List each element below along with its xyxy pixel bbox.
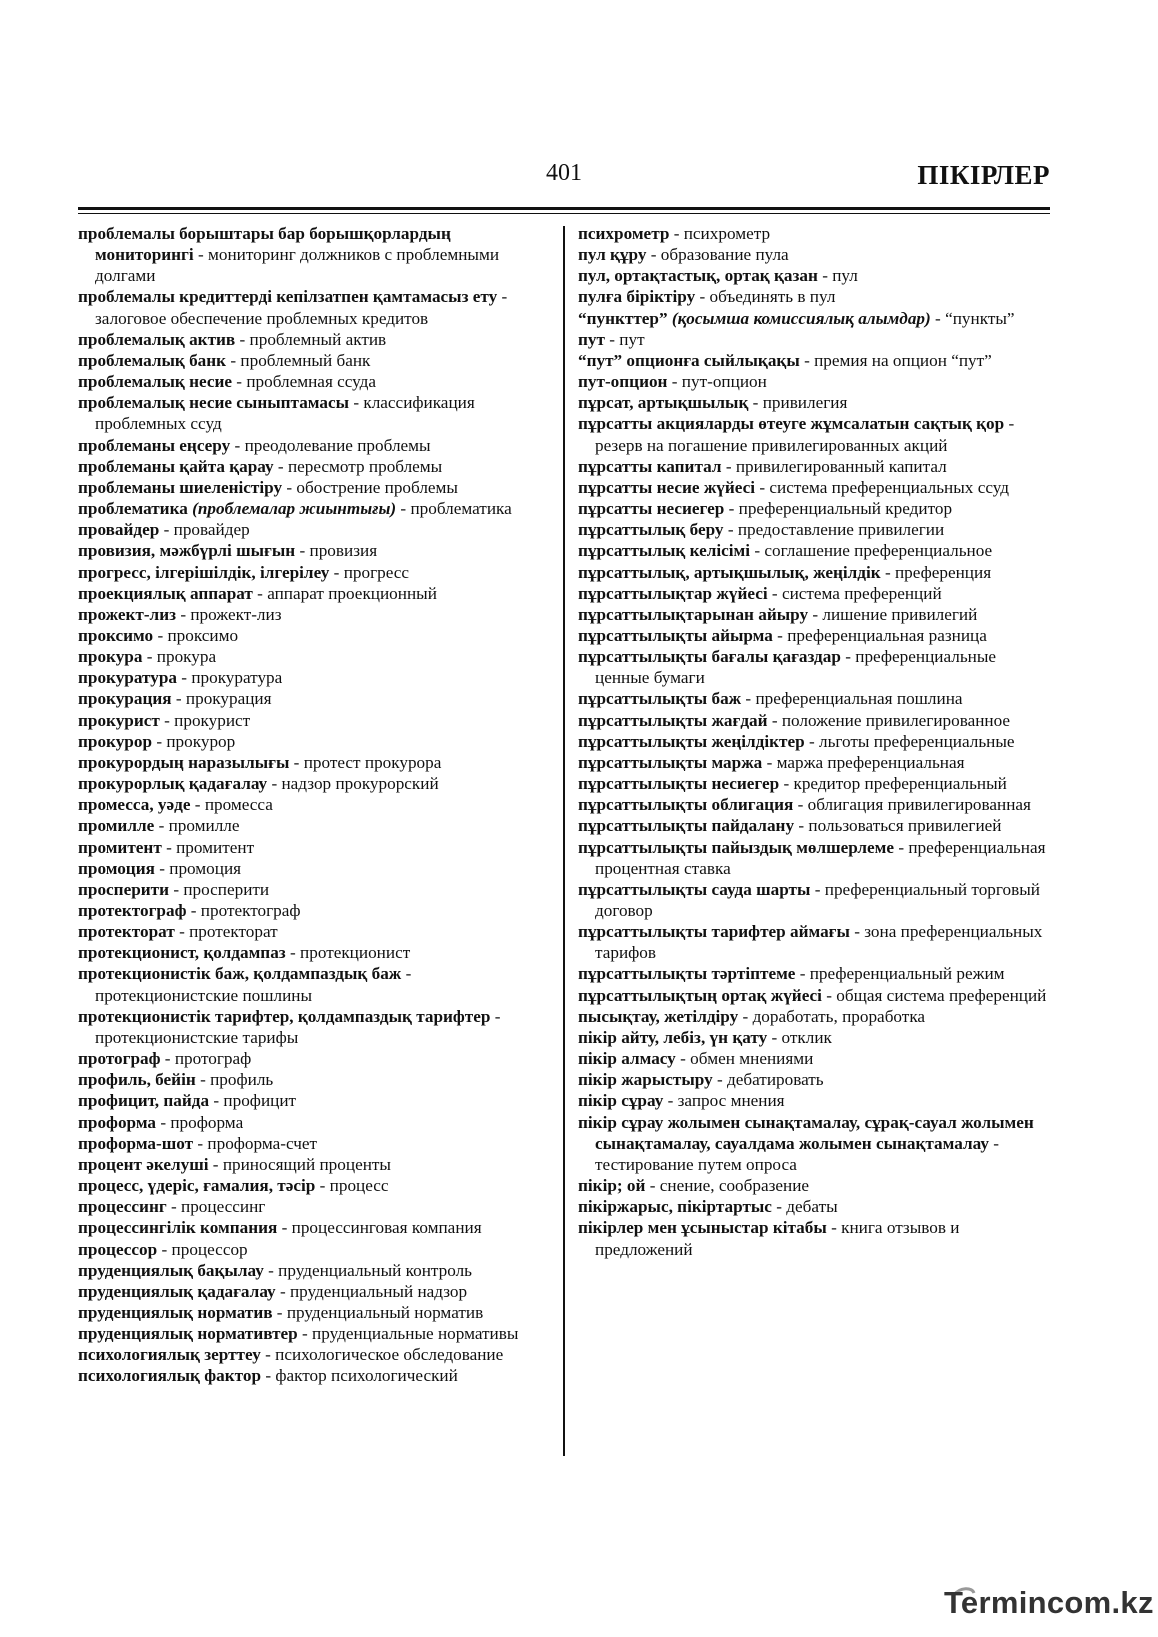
entry-translation: пруденциальный норматив — [286, 1302, 484, 1322]
entry-translation: тестирование путем опроса — [595, 1154, 797, 1174]
dictionary-entry: психрометр - психрометр — [578, 224, 771, 243]
dictionary-entry: профиль, бейін - профиль — [78, 1070, 274, 1090]
entry-term: промоция — [78, 858, 155, 878]
entry-translation: “пункты” — [945, 308, 1015, 328]
entry-term: пұрсаттылықты айырма — [578, 625, 773, 645]
entry-translation: пользоваться привилегией — [808, 816, 1002, 836]
entry-translation: преференциальные ценные бумаги — [595, 647, 997, 688]
dictionary-entry: проформа - проформа — [78, 1112, 244, 1132]
dictionary-entry: пұрсаттылықты жеңілдіктер - льготы преференциальные — [578, 731, 1015, 751]
dictionary-entry: пұрсатты несие жүйесі - система преференциальных ссуд — [578, 477, 1009, 497]
entry-term: проблематика — [78, 499, 188, 519]
dictionary-entry: промоция - промоция — [78, 858, 242, 878]
dictionary-entry: пұрсаттылықты тәртіптеме - преференциальный режим — [578, 964, 1005, 984]
dictionary-entry: процесс, үдеріс, ғамалия, тәсір - процесс — [78, 1176, 389, 1196]
entry-translation: прожект-лиз — [190, 604, 282, 624]
dictionary-entry: проксимо - проксимо — [78, 625, 239, 645]
entry-translation: маржа преференциальная — [776, 752, 965, 772]
dictionary-entry: прокурист - прокурист — [78, 710, 251, 730]
entry-term: пруденциялық қадағалау — [78, 1281, 276, 1301]
dictionary-entry: процессингілік компания - процессинговая компания — [78, 1218, 482, 1238]
dictionary-entry: пұрсаттылықты пайыздық мөлшерлеме - преференциальная процентная ставка — [578, 837, 1046, 878]
entry-term: проформа — [78, 1112, 157, 1132]
entry-term: прокурор — [78, 731, 153, 751]
entry-translation: профицит — [223, 1091, 297, 1111]
entry-translation: прокурация — [185, 689, 272, 709]
entry-term: проекциялық аппарат — [78, 583, 253, 603]
dictionary-entry: пікір жарыстыру - дебатировать — [578, 1070, 824, 1090]
dictionary-entry: прокурор - прокурор — [78, 731, 236, 751]
dictionary-entry: пікір айту, лебіз, үн қату - отклик — [578, 1027, 832, 1047]
column-divider — [563, 226, 565, 1456]
entry-note: (проблемалар жиынтығы) — [192, 499, 397, 519]
entry-translation: снение, сообразение — [659, 1176, 810, 1196]
entry-term: пікір алмасу — [578, 1049, 676, 1069]
entry-translation: книга отзывов и предложений — [595, 1218, 960, 1259]
entry-translation: протекторат — [189, 922, 278, 942]
entry-term: пул, ортақтастық, ортақ қазан — [578, 266, 818, 286]
entry-translation: система преференциальных ссуд — [769, 477, 1009, 497]
entry-term: проблемалы кредиттерді кепілзатпен қамтамасыз ету — [78, 287, 498, 307]
entry-term: пұрсаттылықтар жүйесі — [578, 583, 768, 603]
entry-term: пұрсаттылықты маржа — [578, 752, 763, 772]
entry-translation: преференциальный режим — [809, 964, 1005, 984]
dictionary-entry: пікір алмасу - обмен мнениями — [578, 1049, 814, 1069]
entry-term: протекционистік тарифтер, қолдампаздық тарифтер — [78, 1006, 491, 1026]
entry-term: просперити — [78, 879, 170, 899]
entry-term: процессингілік компания — [78, 1218, 278, 1238]
dictionary-entry: психологиялық зерттеу - психологическое обследование — [78, 1345, 504, 1365]
entry-translation: психрометр — [683, 224, 771, 243]
entry-translation: преференциальный торговый договор — [595, 879, 1040, 920]
dictionary-entry: пруденциялық қадағалау - пруденциальный надзор — [78, 1281, 468, 1301]
entry-term: пікір айту, лебіз, үн қату — [578, 1027, 768, 1047]
dictionary-entry: прокурордың наразылығы - протест прокурора — [78, 752, 442, 772]
entry-translation: промилле — [168, 816, 240, 836]
entry-term: пікірлер мен ұсыныстар кітабы — [578, 1218, 827, 1238]
entry-translation: прокура — [156, 647, 217, 667]
entry-translation: пруденциальный контроль — [278, 1260, 472, 1280]
entry-translation: классификация проблемных ссуд — [95, 393, 475, 434]
entry-term: пұрсаттылық беру — [578, 520, 724, 540]
entry-term: проксимо — [78, 625, 154, 645]
entry-translation: отклик — [781, 1027, 832, 1047]
entry-translation: привилегированный капитал — [735, 456, 947, 476]
dictionary-entry: пұрсатты несиегер - преференциальный кредитор — [578, 499, 953, 519]
dictionary-entry: пұрсаттылықты тарифтер аймағы - зона преференциальных тарифов — [578, 922, 1043, 963]
entry-term: пұрсаттылықты сауда шарты — [578, 879, 811, 899]
dictionary-entry: пул құру - образование пула — [578, 245, 789, 265]
entry-translation: пут-опцион — [681, 372, 767, 392]
entry-term: пулға біріктіру — [578, 287, 696, 307]
dictionary-entry: пұрсат, артықшылық - привилегия — [578, 393, 848, 413]
entry-term: психрометр — [578, 224, 670, 243]
dictionary-entry: прокурация - прокурация — [78, 689, 272, 709]
dictionary-entry: пұрсаттылық беру - предоставление привилегии — [578, 520, 945, 540]
entry-term: психологиялық зерттеу — [78, 1345, 261, 1365]
dictionary-entry: пұрсаттылықтарынан айыру - лишение привилегий — [578, 604, 978, 624]
entry-term: проблеманы қайта қарау — [78, 456, 274, 476]
entry-term: промитент — [78, 837, 162, 857]
entry-translation: профиль — [210, 1070, 274, 1090]
entry-term: пысықтау, жетілдіру — [578, 1006, 739, 1026]
entry-term: пұрсатты несиегер — [578, 499, 725, 519]
entry-term: психологиялық фактор — [78, 1366, 262, 1386]
dictionary-entry: “пункттер” (қосымша комиссиялық алымдар) - “пункты” — [578, 308, 1015, 328]
entry-term: пруденциялық нормативтер — [78, 1324, 298, 1344]
right-column — [578, 223, 1050, 1260]
dictionary-entry: провайдер - провайдер — [78, 520, 250, 540]
dictionary-entry: протекционист, қолдампаз - протекционист — [78, 943, 411, 963]
entry-term: протектограф — [78, 901, 187, 920]
dictionary-entry: пұрсаттылықтар жүйесі - система преференций — [578, 583, 942, 603]
entry-translation: преференция — [894, 562, 992, 582]
dictionary-entry: пұрсаттылықты жағдай - положение привилегированное — [578, 710, 1011, 730]
entry-term: “пункттер” — [578, 308, 668, 328]
entry-term: пұрсаттылықты тарифтер аймағы — [578, 922, 850, 942]
dictionary-entry: профицит, пайда - профицит — [78, 1091, 297, 1111]
entry-translation: кредитор преференциальный — [793, 774, 1007, 794]
entry-term: “пут” опционға сыйлықақы — [578, 350, 800, 370]
dictionary-entry: просперити - просперити — [78, 879, 270, 899]
entry-term: провайдер — [78, 520, 160, 540]
dictionary-entry: проблемалы кредиттерді кепілзатпен қамтамасыз ету - залоговое обеспечение проблемных кредитов — [78, 287, 508, 328]
entry-term: пут — [578, 329, 605, 349]
dictionary-entry: пысықтау, жетілдіру - доработать, проработка — [578, 1006, 926, 1026]
entry-translation: пересмотр проблемы — [287, 456, 443, 476]
dictionary-entry: протекционистік тарифтер, қолдампаздық тарифтер - протекционистские тарифы — [78, 1006, 501, 1047]
entry-term: пұрсаттылықты облигация — [578, 795, 794, 815]
dictionary-entry: промилле - промилле — [78, 816, 240, 836]
entry-translation: процессор — [171, 1239, 248, 1259]
entry-translation: преференциальный кредитор — [738, 499, 953, 519]
dictionary-entry: пут - пут — [578, 329, 645, 349]
entry-term: пұрсаттылықты тәртіптеме — [578, 964, 796, 984]
entry-term: пұрсатты акцияларды өтеуге жұмсалатын сақтық қор — [578, 414, 1005, 434]
entry-translation: преференциальная разница — [787, 625, 987, 645]
entry-term: процессинг — [78, 1197, 167, 1217]
entry-translation: протектограф — [200, 901, 301, 920]
entry-term: пұрсаттылықты жағдай — [578, 710, 768, 730]
entry-term: пікіржарыс, пікіртартыс — [578, 1197, 772, 1217]
entry-term: прогресс, ілгерішілдік, ілгерілеу — [78, 562, 330, 582]
entry-term: проформа-шот — [78, 1133, 194, 1153]
dictionary-entry: процессор - процессор — [78, 1239, 248, 1259]
entry-translation: соглашение преференциальное — [764, 541, 993, 561]
entry-translation: облигация привилегированная — [807, 795, 1031, 815]
dictionary-entry: проблемалық несие сыныптамасы - классификация проблемных ссуд — [78, 393, 475, 434]
dictionary-entry: “пут” опционға сыйлықақы - премия на опцион “пут” — [578, 350, 992, 370]
entry-note: (қосымша комиссиялық алымдар) — [671, 308, 931, 328]
dictionary-entry: прожект-лиз - прожект-лиз — [78, 604, 282, 624]
entry-term: проблеманы шиеленістіру — [78, 477, 283, 497]
entry-translation: прокуратура — [191, 668, 283, 688]
running-head: ПІКІРЛЕР — [917, 160, 1050, 190]
entry-term: процесс, үдеріс, ғамалия, тәсір — [78, 1176, 316, 1196]
entry-term: пікір сұрау жолымен сынақтамалау, сұрақ-сауал жолымен сынақтамалау, сауалдама жолымен сынақтамалау — [578, 1112, 1034, 1153]
entry-term: промесса, уәде — [78, 795, 191, 815]
dictionary-entry: пікіржарыс, пікіртартыс - дебаты — [578, 1197, 838, 1217]
entry-term: прокурордың наразылығы — [78, 752, 290, 772]
entry-term: пұрсаттылықтың ортақ жүйесі — [578, 985, 822, 1005]
entry-translation: зона преференциальных тарифов — [595, 922, 1043, 963]
dictionary-entry: прогресс, ілгерішілдік, ілгерілеу - прогресс — [78, 562, 410, 582]
entry-term: протекционист, қолдампаз — [78, 943, 286, 963]
dictionary-entry: пұрсаттылықты айырма - преференциальная разница — [578, 625, 987, 645]
page-number: 401 — [546, 160, 582, 186]
dictionary-entry: пікір сұрау - запрос мнения — [578, 1091, 785, 1111]
entry-translation: резерв на погашение привилегированных акций — [595, 435, 948, 455]
dictionary-entry: промесса, уәде - промесса — [78, 795, 273, 815]
entry-translation: протограф — [174, 1049, 252, 1069]
dictionary-entry: пұрсаттылықты пайдалану - пользоваться привилегией — [578, 816, 1002, 836]
dictionary-entry: пул, ортақтастық, ортақ қазан - пул — [578, 266, 858, 286]
entry-translation: фактор психологический — [275, 1366, 458, 1386]
entry-term: пул құру — [578, 245, 647, 265]
entry-translation: протекционистские пошлины — [95, 985, 313, 1005]
dictionary-entry: психологиялық фактор - фактор психологический — [78, 1366, 458, 1386]
dictionary-entry: пруденциялық бақылау - пруденциальный контроль — [78, 1260, 472, 1280]
entry-translation: психологическое обследование — [275, 1345, 504, 1365]
dictionary-entry: проблемалық несие - проблемная ссуда — [78, 372, 377, 392]
entry-translation: проформа-счет — [207, 1133, 318, 1153]
dictionary-entry: пруденциялық норматив - пруденциальный норматив — [78, 1302, 484, 1322]
entry-term: прокура — [78, 647, 143, 667]
dictionary-entry: пұрсаттылықтың ортақ жүйесі - общая система преференций — [578, 985, 1047, 1005]
entry-translation: объединять в пул — [709, 287, 836, 307]
dictionary-entry: проблемалық банк - проблемный банк — [78, 350, 371, 370]
dictionary-entry: протограф - протограф — [78, 1049, 252, 1069]
dictionary-entry: проблеманы еңсеру - преодолевание проблемы — [78, 435, 431, 455]
entry-translation: проблемная ссуда — [246, 372, 377, 392]
left-column — [78, 223, 550, 1387]
entry-translation: процесс — [329, 1176, 389, 1196]
entry-translation: обмен мнениями — [690, 1049, 814, 1069]
entry-term: профицит, пайда — [78, 1091, 210, 1111]
entry-term: пұрсаттылықты баж — [578, 689, 742, 709]
entry-term: прокурация — [78, 689, 172, 709]
entry-translation: процессинговая компания — [291, 1218, 482, 1238]
entry-term: прожект-лиз — [78, 604, 177, 624]
entry-term: пұрсаттылықты пайыздық мөлшерлеме — [578, 837, 895, 857]
entry-translation: промитент — [176, 837, 255, 857]
termincom-logo — [944, 1585, 1154, 1629]
dictionary-entry: проекциялық аппарат - аппарат проекционный — [78, 583, 437, 603]
entry-translation: процессинг — [181, 1197, 266, 1217]
entry-term: процессор — [78, 1239, 158, 1259]
entry-term: промилле — [78, 816, 155, 836]
logo-text: Termincom.kz — [944, 1585, 1154, 1620]
entry-translation: пруденциальный надзор — [289, 1281, 468, 1301]
header-rule — [78, 207, 1050, 210]
dictionary-entry: проформа-шот - проформа-счет — [78, 1133, 318, 1153]
dictionary-entry: пұрсаттылықты баж - преференциальная пошлина — [578, 689, 963, 709]
entry-term: пруденциялық норматив — [78, 1302, 273, 1322]
entry-translation: лишение привилегий — [822, 604, 978, 624]
dictionary-entry: пікір сұрау жолымен сынақтамалау, сұрақ-сауал жолымен сынақтамалау, сауалдама жолымен сынақтамалау - тестирование путем опроса — [578, 1112, 1034, 1174]
entry-term: пұрсаттылықты несиегер — [578, 774, 780, 794]
header-rule-thin — [78, 213, 1050, 214]
dictionary-entry: пұрсаттылықты бағалы қағаздар - преференциальные ценные бумаги — [578, 647, 997, 688]
entry-translation: промоция — [169, 858, 242, 878]
entry-term: проблемалы борыштары бар борышқорлардың мониторингі — [78, 224, 451, 265]
entry-translation: льготы преференциальные — [819, 731, 1015, 751]
dictionary-entry: проблеманы шиеленістіру - обострение проблемы — [78, 477, 458, 497]
entry-term: провизия, мәжбүрлі шығын — [78, 541, 296, 561]
dictionary-entry: проблеманы қайта қарау - пересмотр проблемы — [78, 456, 443, 476]
dictionary-entry: промитент - промитент — [78, 837, 255, 857]
entry-translation: привилегия — [762, 393, 848, 413]
dictionary-entry: проблемалы борыштары бар борышқорлардың мониторингі - мониторинг должников с проблемными долгами — [78, 224, 500, 286]
entry-translation: прокурор — [166, 731, 236, 751]
entry-term: протекторат — [78, 922, 175, 942]
entry-term: процент әкелуші — [78, 1154, 209, 1174]
entry-translation: приносящий проценты — [222, 1154, 391, 1174]
entry-term: проблеманы еңсеру — [78, 435, 231, 455]
entry-translation: аппарат проекционный — [267, 583, 437, 603]
dictionary-entry: пікірлер мен ұсыныстар кітабы - книга отзывов и предложений — [578, 1218, 960, 1259]
dictionary-entry: прокура - прокура — [78, 647, 217, 667]
entry-translation: проблемный банк — [240, 350, 371, 370]
entry-term: пут-опцион — [578, 372, 668, 392]
entry-translation: провизия — [309, 541, 378, 561]
entry-translation: запрос мнения — [677, 1091, 785, 1111]
entry-translation: образование пула — [660, 245, 789, 265]
entry-term: пұрсаттылық келісімі — [578, 541, 751, 561]
entry-translation: пут — [619, 329, 645, 349]
entry-translation: протест прокурора — [303, 752, 442, 772]
entry-translation: просперити — [183, 879, 270, 899]
entry-translation: преференциальная процентная ставка — [595, 837, 1046, 878]
entry-translation: преодолевание проблемы — [244, 435, 431, 455]
entry-term: прокурорлық қадағалау — [78, 774, 268, 794]
dictionary-entry: пут-опцион - пут-опцион — [578, 372, 767, 392]
dictionary-entry: пікір; ой - снение, сообразение — [578, 1176, 810, 1196]
entry-term: пруденциялық бақылау — [78, 1260, 264, 1280]
entry-translation: дебаты — [786, 1197, 838, 1217]
dictionary-entry: пұрсаттылықты маржа - маржа преференциальная — [578, 752, 965, 772]
entry-translation: проксимо — [167, 625, 239, 645]
dictionary-entry: пұрсаттылық, артықшылық, жеңілдік - преференция — [578, 562, 992, 582]
dictionary-entry: процент әкелуші - приносящий проценты — [78, 1154, 391, 1174]
dictionary-entry: пулға біріктіру - объединять в пул — [578, 287, 836, 307]
entry-translation: прокурист — [174, 710, 251, 730]
dictionary-entry: прокурорлық қадағалау - надзор прокурорский — [78, 774, 439, 794]
entry-term: пікір сұрау — [578, 1091, 664, 1111]
dictionary-entry: пруденциялық нормативтер - пруденциальные нормативы — [78, 1324, 519, 1344]
entry-translation: проблемный актив — [249, 329, 387, 349]
entry-term: протограф — [78, 1049, 161, 1069]
dictionary-entry: пұрсаттылықты облигация - облигация привилегированная — [578, 795, 1031, 815]
entry-term: прокурист — [78, 710, 160, 730]
entry-translation: проформа — [170, 1112, 244, 1132]
entry-translation: пул — [832, 266, 858, 286]
entry-term: проблемалық несие сыныптамасы — [78, 393, 350, 413]
entry-term: пұрсатты капитал — [578, 456, 722, 476]
entry-translation: прогресс — [343, 562, 410, 582]
dictionary-entry: пұрсатты капитал - привилегированный капитал — [578, 456, 947, 476]
entry-translation: провайдер — [173, 520, 250, 540]
entry-translation: преференциальная пошлина — [755, 689, 963, 709]
entry-term: пұрсаттылықты бағалы қағаздар — [578, 647, 841, 667]
dictionary-entry: процессинг - процессинг — [78, 1197, 266, 1217]
entry-translation: надзор прокурорский — [281, 774, 439, 794]
dictionary-entry: пұрсатты акцияларды өтеуге жұмсалатын сақтық қор - резерв на погашение привилегированных акций — [578, 414, 1015, 455]
entry-term: проблемалық банк — [78, 350, 227, 370]
entry-term: пікір жарыстыру — [578, 1070, 713, 1090]
entry-translation: положение привилегированное — [781, 710, 1011, 730]
entry-translation: дебатировать — [727, 1070, 824, 1090]
entry-term: протекционистік баж, қолдампаздық баж — [78, 964, 402, 984]
dictionary-entry: протектограф - протектограф — [78, 901, 301, 920]
entry-term: пұрсат, артықшылық — [578, 393, 749, 413]
entry-term: проблемалық несие — [78, 372, 232, 392]
entry-term: пұрсаттылықты пайдалану — [578, 816, 795, 836]
dictionary-entry: пұрсаттылық келісімі - соглашение преференциальное — [578, 541, 993, 561]
entry-translation: доработать, проработка — [752, 1006, 926, 1026]
entry-translation: система преференций — [781, 583, 942, 603]
entry-translation: проблематика — [410, 499, 512, 519]
entry-translation: пруденциальные нормативы — [312, 1324, 519, 1344]
entry-translation: обострение проблемы — [296, 477, 458, 497]
entry-term: профиль, бейін — [78, 1070, 196, 1090]
entry-translation: предоставление привилегии — [737, 520, 945, 540]
entry-translation: промесса — [204, 795, 273, 815]
entry-translation: мониторинг должников с проблемными долгами — [95, 245, 500, 286]
dictionary-entry: протекторат - протекторат — [78, 922, 278, 942]
dictionary-entry: прокуратура - прокуратура — [78, 668, 283, 688]
dictionary-entry: проблематика (проблемалар жиынтығы) - проблематика — [78, 499, 512, 519]
entry-term: проблемалық актив — [78, 329, 236, 349]
dictionary-entry: проблемалық актив - проблемный актив — [78, 329, 387, 349]
entry-translation: залоговое обеспечение проблемных кредитов — [95, 308, 429, 328]
entry-term: пұрсаттылықтарынан айыру — [578, 604, 809, 624]
dictionary-entry: пұрсаттылықты несиегер - кредитор преференциальный — [578, 774, 1007, 794]
entry-translation: общая система преференций — [836, 985, 1047, 1005]
entry-translation: протекционист — [300, 943, 411, 963]
dictionary-entry: пұрсаттылықты сауда шарты - преференциальный торговый договор — [578, 879, 1040, 920]
entry-term: прокуратура — [78, 668, 177, 688]
dictionary-entry: протекционистік баж, қолдампаздық баж - протекционистские пошлины — [78, 964, 412, 1005]
entry-term: пікір; ой — [578, 1176, 646, 1196]
entry-term: пұрсатты несие жүйесі — [578, 477, 756, 497]
entry-translation: протекционистские тарифы — [95, 1027, 299, 1047]
entry-term: пұрсаттылық, артықшылық, жеңілдік — [578, 562, 881, 582]
entry-translation: премия на опцион “пут” — [814, 350, 992, 370]
dictionary-entry: провизия, мәжбүрлі шығын - провизия — [78, 541, 378, 561]
entry-term: пұрсаттылықты жеңілдіктер — [578, 731, 805, 751]
